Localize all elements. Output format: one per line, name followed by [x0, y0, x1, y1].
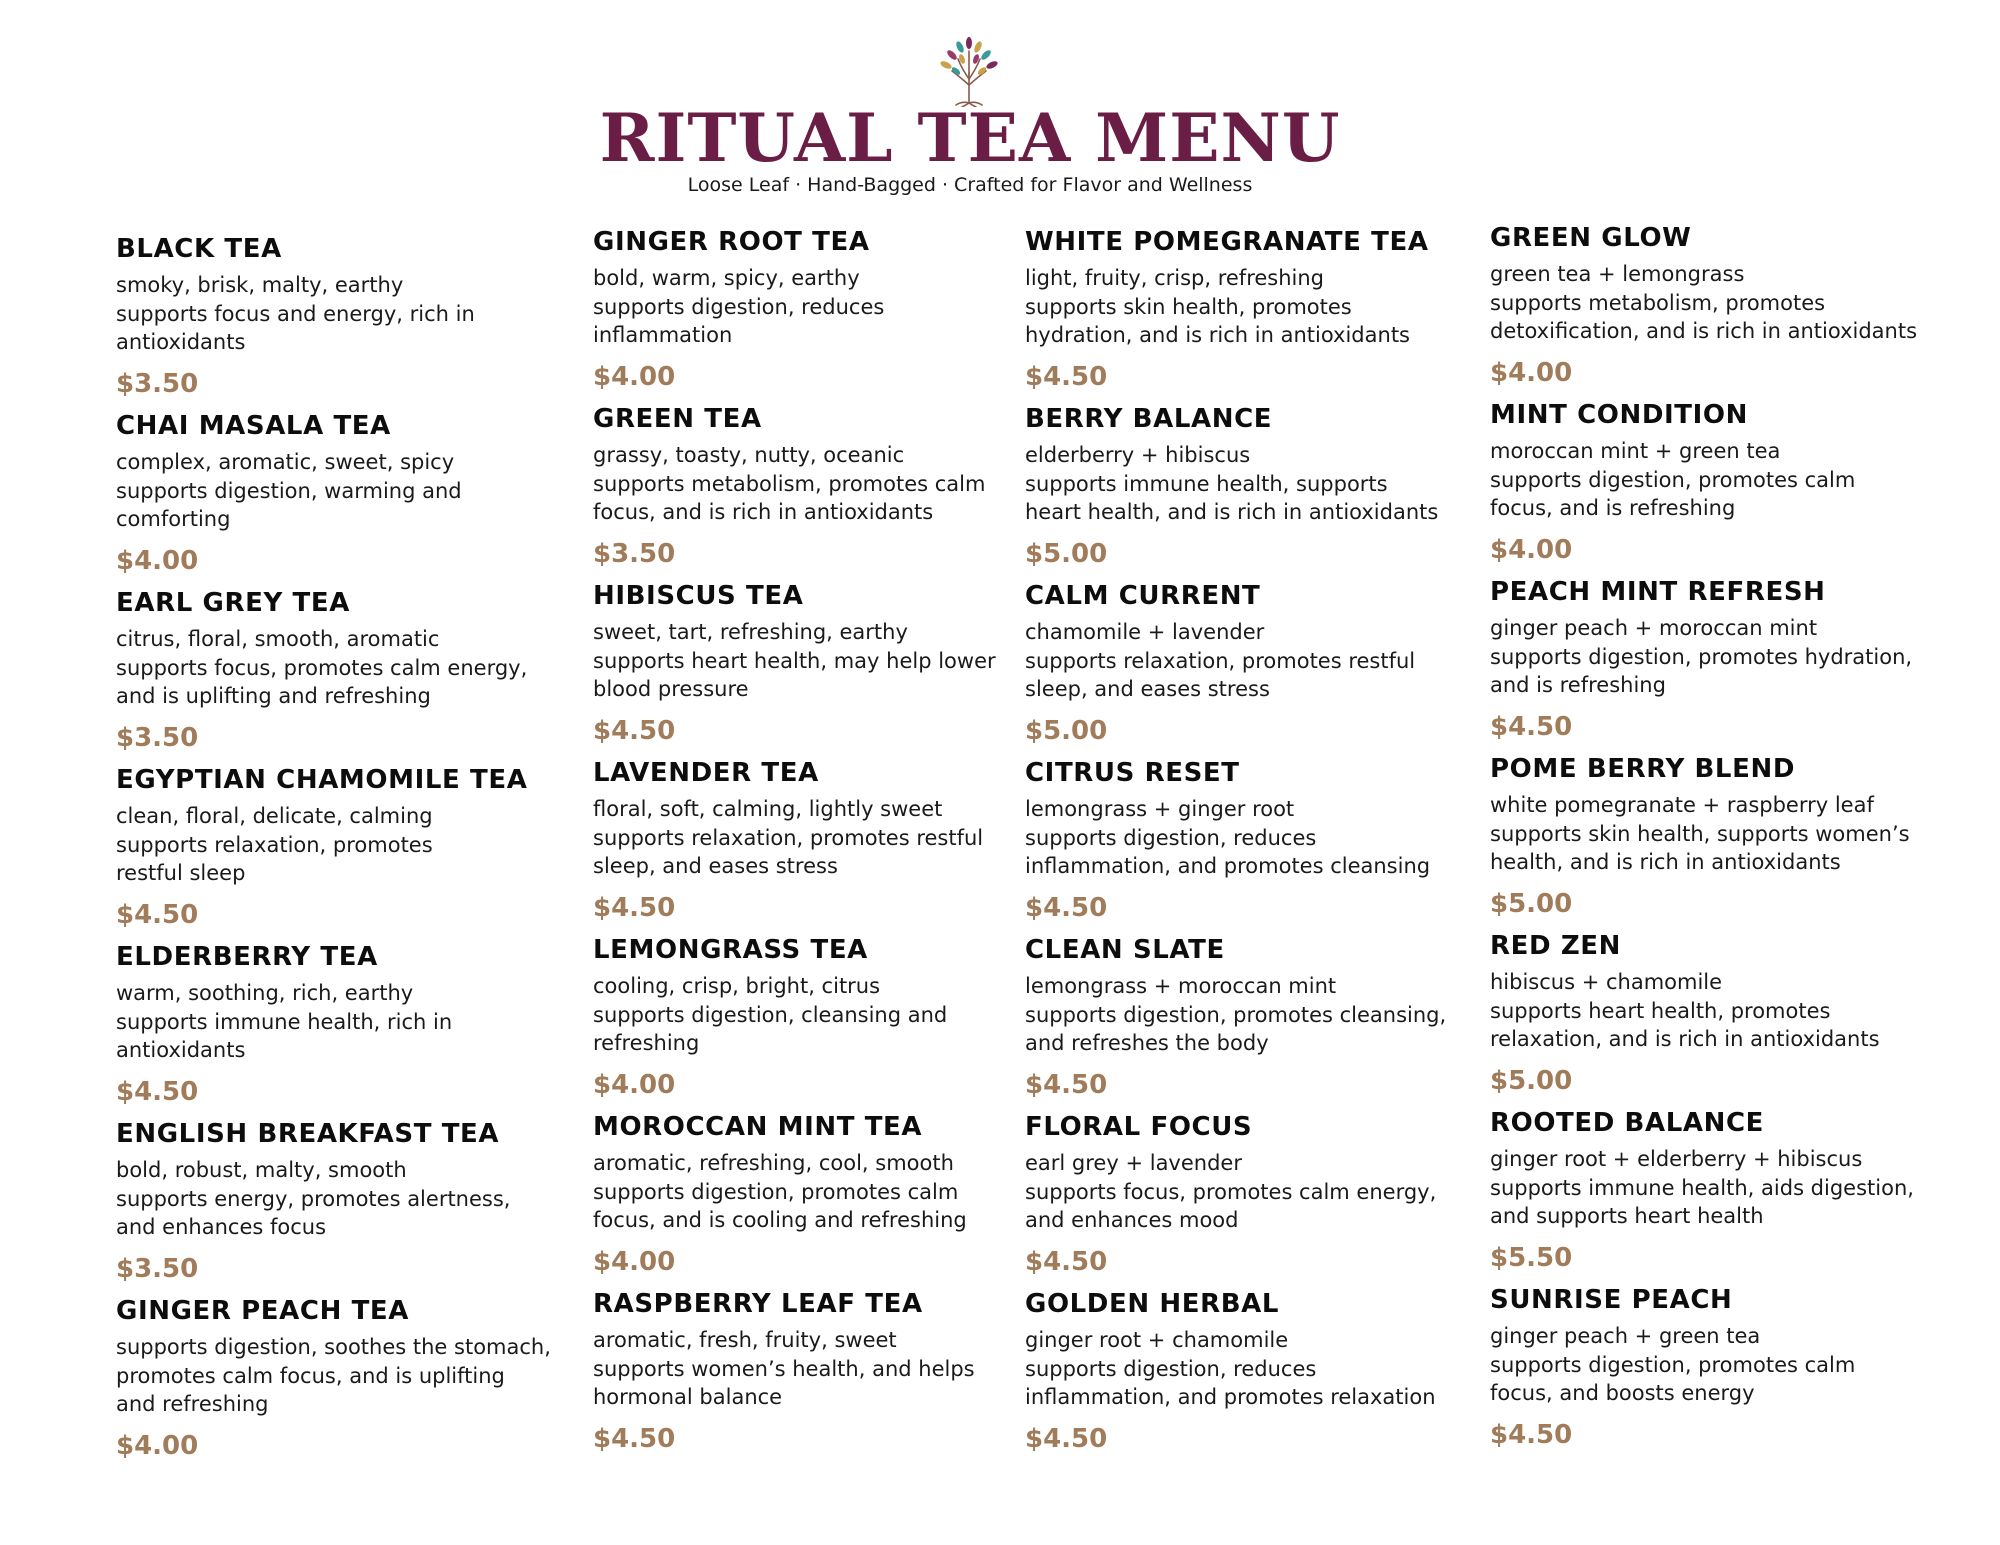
item-price: $4.50: [1025, 893, 1108, 923]
item-name: ROOTED BALANCE: [1490, 1108, 1764, 1138]
item-description-line: smoky, brisk, malty, earthy: [116, 273, 404, 297]
item-description-line: supports relaxation, promotes restful: [593, 825, 984, 850]
item-price: $5.00: [1490, 1066, 1573, 1096]
page-subtitle: Loose Leaf · Hand-Bagged · Crafted for Flavor and Wellness: [687, 174, 1253, 196]
menu-item: [116, 410, 462, 576]
item-price: $5.00: [1490, 889, 1573, 919]
item-description-line: elderberry + hibiscus: [1025, 443, 1251, 467]
item-description: [116, 1333, 551, 1419]
item-price: $4.50: [1025, 362, 1108, 392]
item-description-line: supports immune health, rich in: [116, 1009, 453, 1034]
menu-item: [1490, 1107, 1914, 1273]
item-name: EARL GREY TEA: [116, 588, 350, 618]
item-description-line: supports focus, promotes calm energy,: [1025, 1179, 1437, 1204]
item-name: CHAI MASALA TEA: [116, 411, 391, 441]
item-name: MINT CONDITION: [1490, 400, 1748, 430]
menu-item: [1490, 753, 1910, 919]
item-description: [1025, 795, 1430, 881]
item-description: [1025, 972, 1446, 1058]
item-name: BLACK TEA: [116, 234, 282, 264]
item-description-line: inflammation, and promotes cleansing: [1025, 854, 1431, 878]
item-description-line: supports immune health, aids digestion,: [1490, 1175, 1914, 1200]
item-description-line: supports relaxation, promotes restful: [1025, 648, 1416, 673]
item-description-line: and is uplifting and refreshing: [116, 684, 431, 708]
item-name: GINGER ROOT TEA: [593, 227, 870, 257]
item-description-line: health, and is rich in antioxidants: [1490, 850, 1841, 874]
item-description-line: supports digestion, reduces: [1025, 1356, 1317, 1381]
item-name: SUNRISE PEACH: [1490, 1285, 1733, 1315]
item-description-line: supports digestion, soothes the stomach,: [116, 1335, 551, 1359]
item-description: [1490, 968, 1880, 1054]
item-description-line: white pomegranate + raspberry leaf: [1490, 793, 1874, 817]
item-price: $3.50: [116, 369, 199, 399]
menu-item: [593, 757, 984, 923]
item-description-line: hormonal balance: [593, 1385, 783, 1409]
item-description-line: heart health, and is rich in antioxidants: [1025, 500, 1439, 524]
item-description-line: bold, warm, spicy, earthy: [593, 266, 860, 290]
item-name: HIBISCUS TEA: [593, 581, 804, 611]
item-description: [1490, 1145, 1914, 1231]
item-description-line: antioxidants: [116, 1038, 246, 1062]
item-description-line: inflammation, and promotes relaxation: [1025, 1385, 1436, 1409]
item-price: $5.00: [1025, 716, 1108, 746]
menu-item: [1025, 1288, 1436, 1454]
item-description-line: aromatic, fresh, fruity, sweet: [593, 1328, 897, 1352]
item-description-line: antioxidants: [116, 330, 246, 354]
item-description: [1490, 437, 1855, 523]
item-description-line: citrus, floral, smooth, aromatic: [116, 627, 440, 651]
item-description: [593, 972, 947, 1058]
item-price: $4.50: [1025, 1247, 1108, 1277]
item-description-line: hibiscus + chamomile: [1490, 970, 1723, 994]
item-description-line: aromatic, refreshing, cool, smooth: [593, 1151, 954, 1175]
menu-item: [116, 764, 528, 930]
item-name: CALM CURRENT: [1025, 581, 1261, 611]
item-description: [1490, 791, 1910, 877]
item-description-line: warm, soothing, rich, earthy: [116, 981, 414, 1005]
item-description-line: supports digestion, reduces: [1025, 825, 1317, 850]
menu-item: [116, 941, 453, 1107]
menu-item: [116, 1118, 511, 1284]
item-description: [116, 802, 527, 888]
item-price: $4.00: [593, 1070, 676, 1100]
menu-item: [1490, 576, 1913, 742]
item-description-line: supports digestion, cleansing and: [593, 1002, 948, 1027]
item-description: [1490, 260, 1917, 346]
item-price: $4.50: [1025, 1424, 1108, 1454]
item-description-line: hydration, and is rich in antioxidants: [1025, 323, 1410, 347]
item-description-line: moroccan mint + green tea: [1490, 439, 1781, 463]
item-description-line: supports digestion, promotes calm: [593, 1179, 959, 1204]
menu-item: [1025, 934, 1447, 1100]
item-description-line: supports digestion, promotes hydration,: [1490, 644, 1913, 669]
item-price: $4.00: [1490, 358, 1573, 388]
item-description-line: light, fruity, crisp, refreshing: [1025, 266, 1325, 290]
item-description-line: chamomile + lavender: [1025, 620, 1265, 644]
item-description-line: supports heart health, promotes: [1490, 998, 1831, 1023]
item-description-line: supports women’s health, and helps: [593, 1356, 975, 1381]
item-description-line: bold, robust, malty, smooth: [116, 1158, 407, 1182]
item-description-line: ginger peach + green tea: [1490, 1324, 1761, 1348]
item-description-line: supports digestion, warming and: [116, 478, 462, 503]
item-description-line: supports skin health, promotes: [1025, 294, 1352, 319]
item-name: WHITE POMEGRANATE TEA: [1025, 227, 1429, 257]
item-description-line: detoxification, and is rich in antioxidants: [1490, 319, 1918, 343]
item-description-line: refreshing: [593, 1031, 700, 1055]
menu-item: [593, 1288, 975, 1454]
item-price: $4.50: [593, 1424, 676, 1454]
item-description-line: supports focus and energy, rich in: [116, 301, 475, 326]
item-price: $4.50: [116, 900, 199, 930]
item-name: CLEAN SLATE: [1025, 935, 1225, 965]
item-description: [116, 448, 462, 534]
item-description-line: promotes calm focus, and is uplifting: [116, 1363, 505, 1388]
menu-item: [1025, 757, 1431, 923]
item-description-line: supports digestion, promotes calm: [1490, 467, 1856, 492]
item-description-line: and enhances mood: [1025, 1208, 1239, 1232]
item-description-line: supports metabolism, promotes: [1490, 290, 1826, 315]
item-description: [1025, 1149, 1436, 1235]
menu-item: [1490, 1284, 1856, 1450]
item-name: RASPBERRY LEAF TEA: [593, 1289, 923, 1319]
item-price: $4.00: [116, 1431, 199, 1461]
item-description: [116, 1156, 510, 1242]
item-name: LEMONGRASS TEA: [593, 935, 868, 965]
item-name: CITRUS RESET: [1025, 758, 1240, 788]
item-description-line: sleep, and eases stress: [593, 854, 838, 878]
item-description: [593, 441, 985, 527]
item-name: GREEN GLOW: [1490, 223, 1692, 253]
item-description-line: and is refreshing: [1490, 673, 1666, 697]
item-description-line: ginger root + elderberry + hibiscus: [1490, 1147, 1863, 1171]
item-description: [593, 795, 983, 881]
item-description-line: focus, and is cooling and refreshing: [593, 1208, 967, 1232]
item-description-line: sleep, and eases stress: [1025, 677, 1270, 701]
item-description-line: complex, aromatic, sweet, spicy: [116, 450, 455, 474]
item-price: $4.00: [593, 1247, 676, 1277]
item-description-line: supports digestion, promotes calm: [1490, 1352, 1856, 1377]
menu-item: [593, 1111, 967, 1277]
menu-item: [116, 587, 528, 753]
menu-item: [593, 934, 948, 1100]
item-description-line: floral, soft, calming, lightly sweet: [593, 797, 943, 821]
item-name: ENGLISH BREAKFAST TEA: [116, 1119, 500, 1149]
item-description-line: supports digestion, reduces: [593, 294, 885, 319]
item-price: $4.50: [116, 1077, 199, 1107]
item-description-line: and refreshing: [116, 1392, 269, 1416]
item-price: $4.00: [116, 546, 199, 576]
item-description-line: grassy, toasty, nutty, oceanic: [593, 443, 905, 467]
item-description-line: and supports heart health: [1490, 1204, 1764, 1228]
item-description-line: clean, floral, delicate, calming: [116, 804, 433, 828]
item-name: GINGER PEACH TEA: [116, 1296, 409, 1326]
item-description: [1025, 618, 1415, 704]
item-description-line: blood pressure: [593, 677, 749, 701]
item-price: $3.50: [116, 723, 199, 753]
menu-item: [1025, 1111, 1437, 1277]
menu-item: [1025, 226, 1429, 392]
item-description: [1025, 264, 1429, 350]
item-price: $5.00: [1025, 539, 1108, 569]
item-description-line: cooling, crisp, bright, citrus: [593, 974, 881, 998]
item-description-line: lemongrass + moroccan mint: [1025, 974, 1337, 998]
item-name: GOLDEN HERBAL: [1025, 1289, 1280, 1319]
item-name: MOROCCAN MINT TEA: [593, 1112, 923, 1142]
item-description-line: supports heart health, may help lower: [593, 648, 996, 673]
item-description-line: and enhances focus: [116, 1215, 327, 1239]
item-description-line: restful sleep: [116, 861, 246, 885]
menu-item: [1490, 399, 1856, 565]
item-description-line: focus, and boosts energy: [1490, 1381, 1755, 1405]
item-price: $4.50: [1490, 1420, 1573, 1450]
item-description-line: relaxation, and is rich in antioxidants: [1490, 1027, 1880, 1051]
menu-item: [1025, 580, 1416, 746]
item-price: $5.50: [1490, 1243, 1573, 1273]
item-description-line: supports skin health, supports women’s: [1490, 821, 1910, 846]
item-description-line: inflammation: [593, 323, 733, 347]
item-price: $4.00: [1490, 535, 1573, 565]
item-description: [116, 271, 475, 357]
item-name: GREEN TEA: [593, 404, 762, 434]
menu-item: [1025, 403, 1439, 569]
item-description-line: ginger peach + moroccan mint: [1490, 616, 1818, 640]
menu-item: [593, 403, 986, 569]
menu-item: [116, 1295, 551, 1461]
item-description-line: sweet, tart, refreshing, earthy: [593, 620, 908, 644]
item-price: $4.50: [1490, 712, 1573, 742]
item-description-line: comforting: [116, 507, 231, 531]
item-description-line: supports immune health, supports: [1025, 471, 1388, 496]
item-name: RED ZEN: [1490, 931, 1621, 961]
item-description-line: supports metabolism, promotes calm: [593, 471, 986, 496]
item-description: [1490, 1322, 1855, 1408]
item-description-line: lemongrass + ginger root: [1025, 797, 1295, 821]
item-description: [1025, 1326, 1436, 1412]
item-description: [116, 979, 452, 1065]
item-description: [593, 264, 884, 350]
menu-item: [1490, 222, 1918, 388]
menu-item: [593, 580, 996, 746]
menu-item: [116, 233, 475, 399]
menu-item: [1490, 930, 1880, 1096]
item-description-line: ginger root + chamomile: [1025, 1328, 1289, 1352]
item-description-line: supports focus, promotes calm energy,: [116, 655, 528, 680]
item-price: $3.50: [593, 539, 676, 569]
item-name: LAVENDER TEA: [593, 758, 819, 788]
item-name: ELDERBERRY TEA: [116, 942, 378, 972]
item-description: [116, 625, 527, 711]
item-name: PEACH MINT REFRESH: [1490, 577, 1826, 607]
item-description: [1490, 614, 1912, 700]
item-description-line: focus, and is refreshing: [1490, 496, 1736, 520]
item-price: $4.50: [1025, 1070, 1108, 1100]
item-description: [1025, 441, 1438, 527]
tree-of-life-icon: [932, 33, 1006, 107]
item-price: $3.50: [116, 1254, 199, 1284]
item-description-line: focus, and is rich in antioxidants: [593, 500, 934, 524]
item-name: POME BERRY BLEND: [1490, 754, 1796, 784]
item-name: BERRY BALANCE: [1025, 404, 1273, 434]
item-price: $4.50: [593, 893, 676, 923]
item-description: [593, 618, 996, 704]
item-name: FLORAL FOCUS: [1025, 1112, 1253, 1142]
item-name: EGYPTIAN CHAMOMILE TEA: [116, 765, 528, 795]
menu-item: [593, 226, 885, 392]
item-description-line: and refreshes the body: [1025, 1031, 1269, 1055]
item-description: [593, 1149, 967, 1235]
item-description-line: supports relaxation, promotes: [116, 832, 433, 857]
page-title: RITUAL TEA MENU: [599, 99, 1341, 177]
item-price: $4.50: [593, 716, 676, 746]
item-description-line: green tea + lemongrass: [1490, 262, 1745, 286]
item-description-line: supports energy, promotes alertness,: [116, 1186, 511, 1211]
item-description: [593, 1326, 975, 1412]
item-description-line: earl grey + lavender: [1025, 1151, 1242, 1175]
item-description-line: supports digestion, promotes cleansing,: [1025, 1002, 1447, 1027]
item-price: $4.00: [593, 362, 676, 392]
